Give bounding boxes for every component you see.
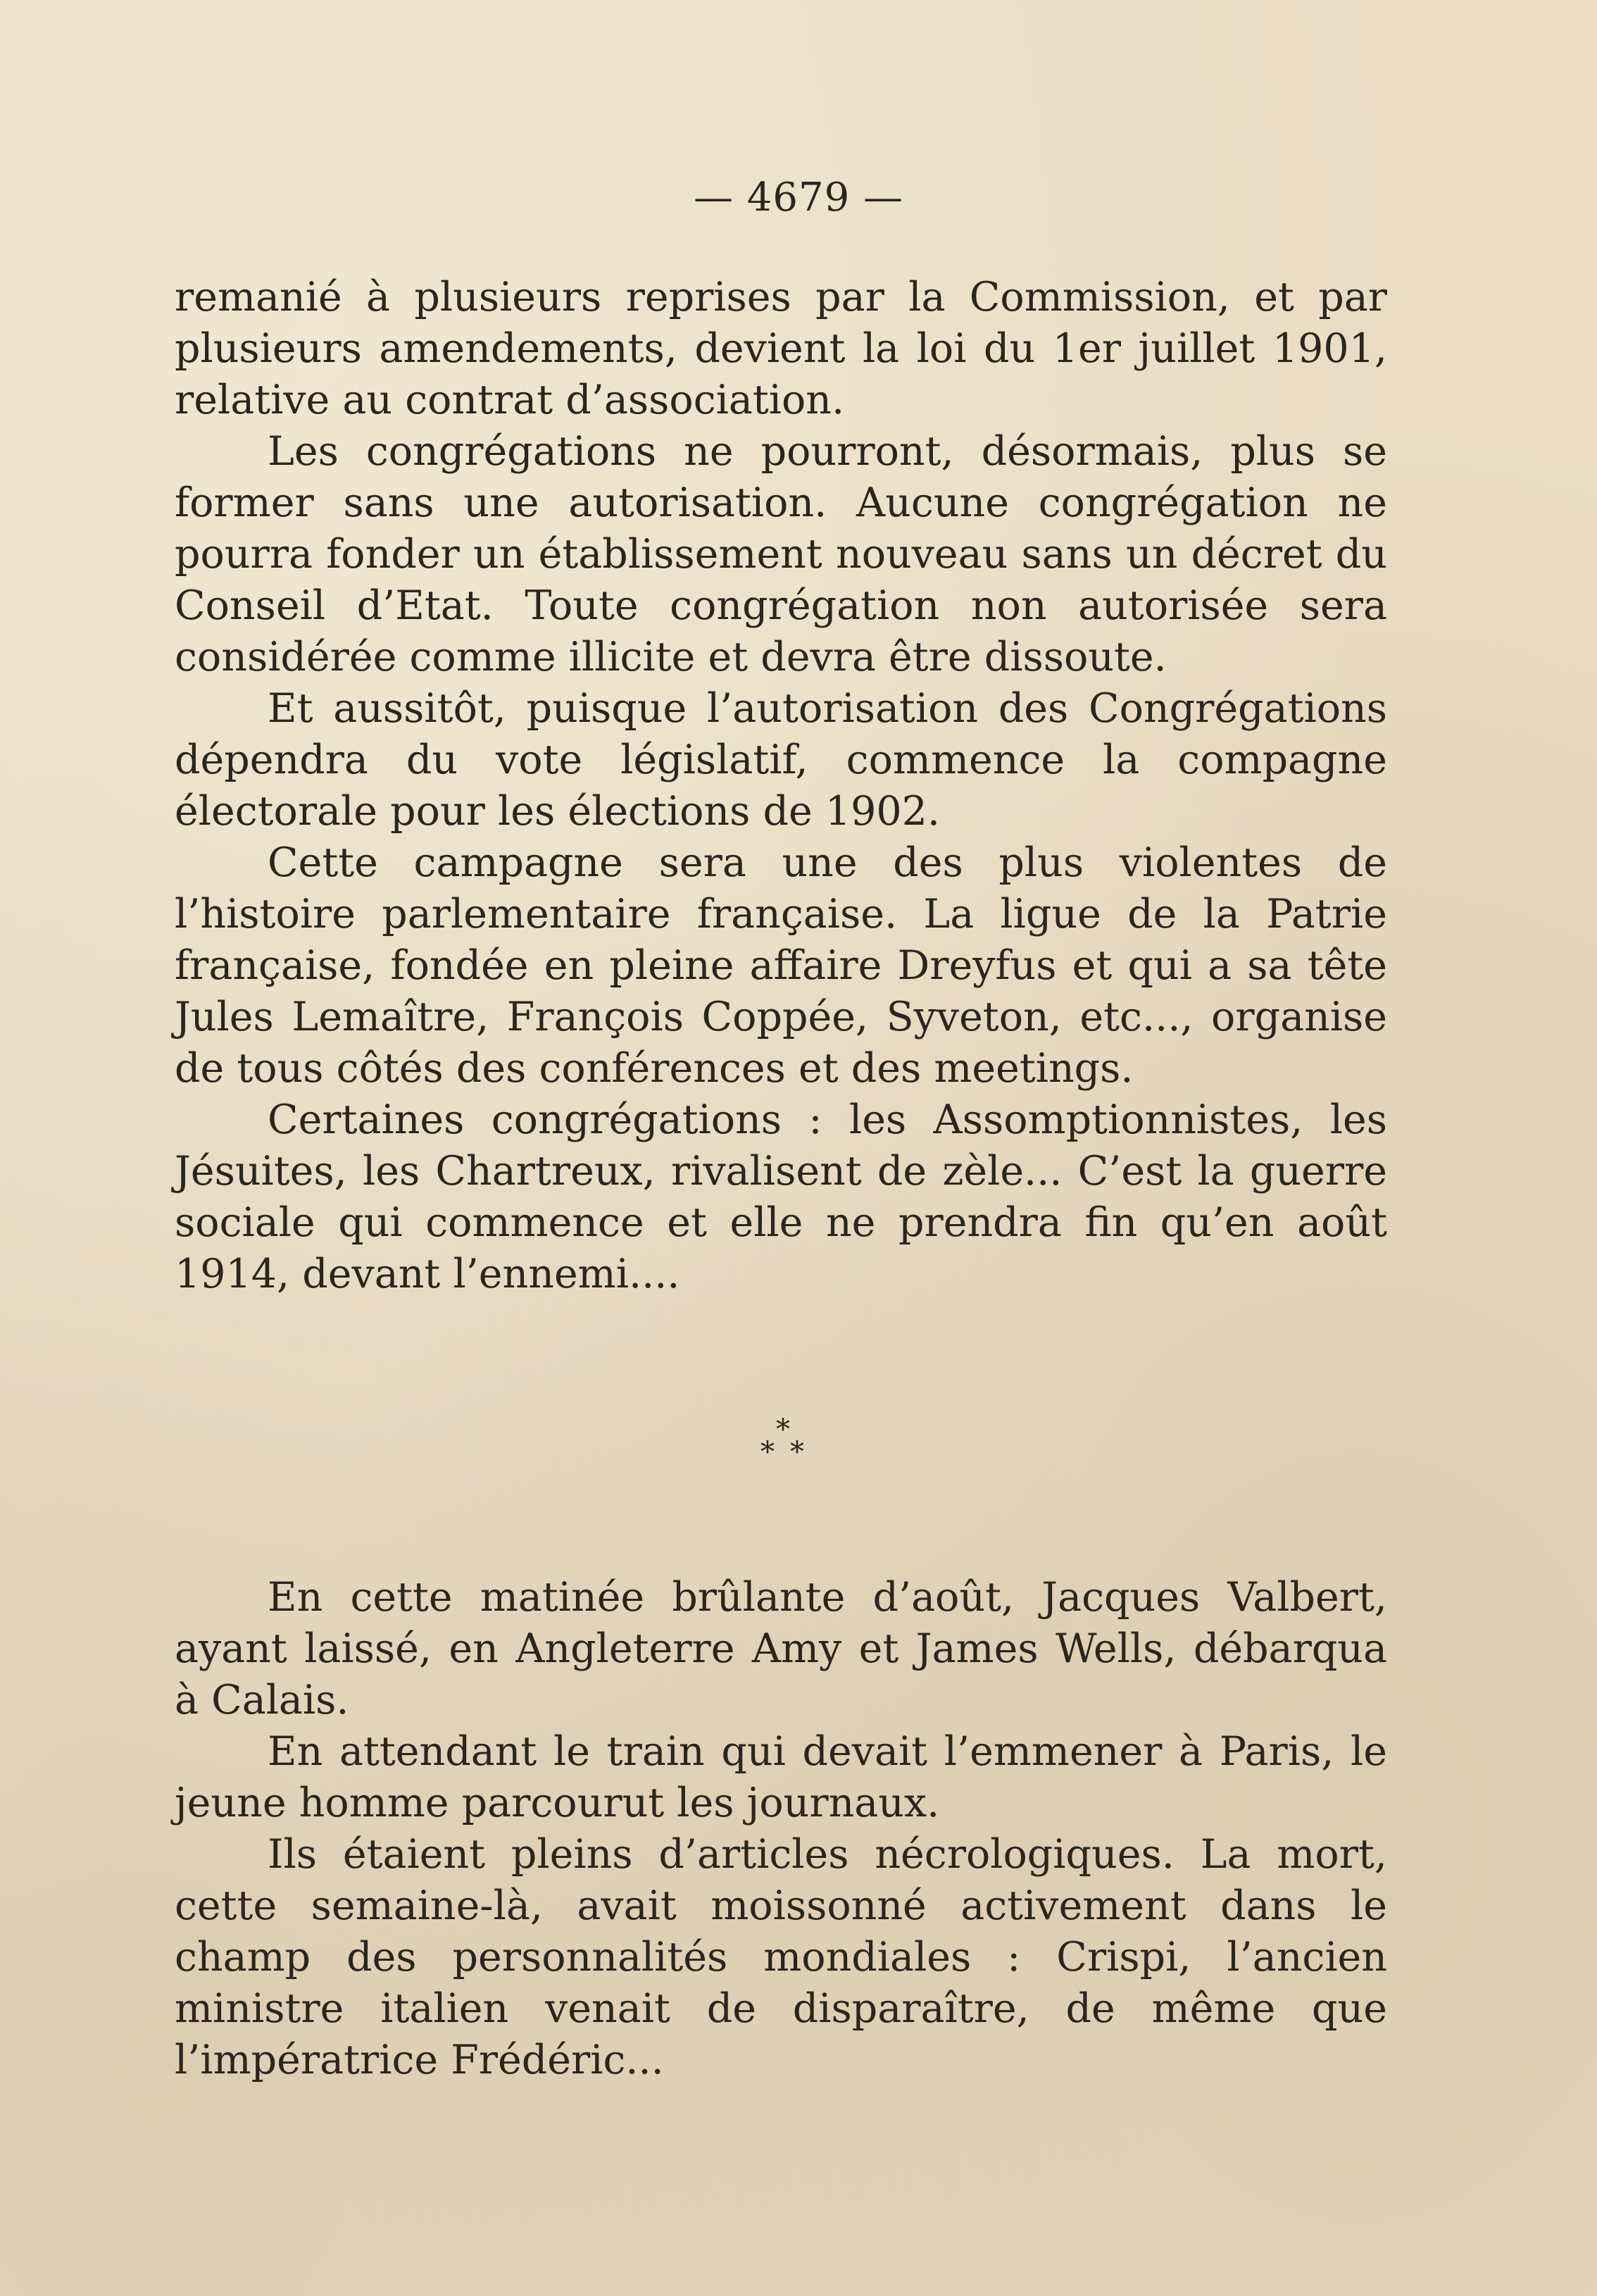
paragraph: Et aussitôt, puisque l’autorisation des Congrégations dépendra du vote législatif, commence la compagne électorale pour les élections de 1902. [175, 685, 1387, 835]
text-section-2 [175, 1572, 1387, 2086]
paragraph: Ils étaient pleins d’articles nécrologiques. La mort, cette semaine-là, avait moissonné activement dans le champ des personnalités mondiales : Crispi, l’ancien ministre italien venait de disparaître, de même que l’impératrice Frédéric... [175, 1831, 1387, 2083]
asterisk-glyph: * [790, 1436, 804, 1468]
paragraph: Les congrégations ne pourront, désormais, plus se former sans une autorisation. Aucune congrégation ne pourra fonder un établissement nouveau sans un décret du Conseil d’Etat. Toute congrégation non autorisée sera considérée comme illicite et devra être dissoute. [175, 428, 1387, 680]
asterism-separator [0, 1416, 1597, 1479]
paragraph: remanié à plusieurs reprises par la Commission, et par plusieurs amendements, devient la loi du 1er juillet 1901, relative au contrat d’association. [175, 274, 1387, 423]
paragraph: En cette matinée brûlante d’août, Jacques Valbert, ayant laissé, en Angleterre Amy et James Wells, débarqua à Calais. [175, 1574, 1387, 1723]
paragraph: Cette campagne sera une des plus violentes de l’histoire parlementaire française. La ligue de la Patrie française, fondée en pleine affaire Dreyfus et qui a sa tête Jules Lemaître, François Coppée, Syveton, etc..., organise de tous côtés des conférences et des meetings. [175, 840, 1387, 1092]
text-section-1 [175, 272, 1387, 1300]
page-number: — 4679 — [693, 175, 904, 220]
paragraph: En attendant le train qui devait l’emmener à Paris, le jeune homme parcourut les journaux. [175, 1728, 1387, 1826]
asterisk-glyph: * [776, 1414, 790, 1446]
paragraph: Certaines congrégations : les Assomptionnistes, les Jésuites, les Chartreux, rivalisent de zèle... C’est la guerre sociale qui commence et elle ne prendra fin qu’en août 1914, devant l’ennemi.... [175, 1097, 1387, 1297]
asterisk-glyph: * [760, 1436, 775, 1468]
